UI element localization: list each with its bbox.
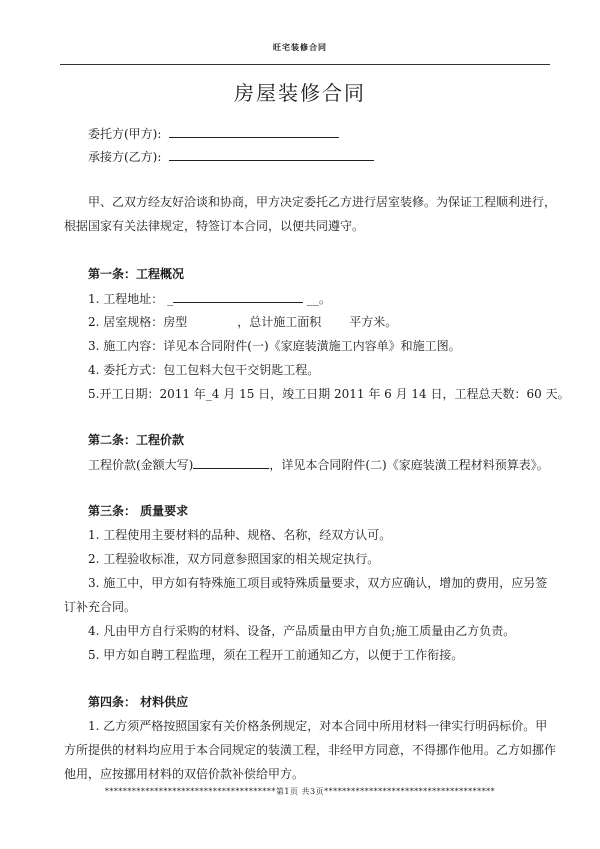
article-2-heading: 第二条：工程价款 <box>88 433 185 447</box>
article-3-item-3-line-1: 3. 施工中，甲方如有特殊施工项目或特殊质量要求，双方应确认，增加的费用，应另签 <box>88 576 548 590</box>
article-3-item-4: 4. 凡由甲方自行采购的材料、设备，产品质量由甲方自负;施工质量由乙方负责。 <box>88 624 516 638</box>
address-blank <box>173 290 303 303</box>
spec-room-type-label: 2. 居室规格：房型 <box>88 315 188 329</box>
contractor-name-blank <box>169 148 374 161</box>
article-4-item-1-line-2: 方所提供的材料均应用于本合同规定的装潢工程，非经甲方同意，不得挪作他用。乙方如挪作 <box>64 743 557 757</box>
document-title: 房屋装修合同 <box>234 81 366 105</box>
article-3-item-1: 1. 工程使用主要材料的品种、规格、名称，经双方认可。 <box>88 528 392 542</box>
article-4-heading: 第四条： 材料供应 <box>88 695 189 709</box>
client-party-line <box>88 125 339 142</box>
page-number: 第1页 共3页 <box>275 787 325 796</box>
client-name-blank <box>169 125 339 138</box>
spec-area-label: ，总计施工面积 <box>237 315 322 329</box>
footer-stars-left: ************************************** <box>104 787 276 796</box>
page-footer <box>0 786 600 797</box>
spec-unit-label: 平方米。 <box>349 315 398 329</box>
article-3-item-2: 2. 工程验收标准，双方同意参照国家的相关规定执行。 <box>88 552 380 566</box>
article-2-price-line <box>88 456 549 473</box>
price-label: 工程价款(金额大写) <box>88 458 194 472</box>
client-label: 委托方(甲方): <box>88 127 162 141</box>
article-1-method-line: 4. 委托方式：包工包料大包干交钥匙工程。 <box>88 363 320 377</box>
article-3-heading: 第三条： 质量要求 <box>88 504 189 518</box>
intro-paragraph-line-1: 甲、乙双方经友好洽谈和协商，甲方决定委托乙方进行居室装修。为保证工程顺利进行， <box>88 195 557 209</box>
intro-paragraph-line-2: 根据国家有关法律规定，特签订本合同，以便共同遵守。 <box>64 219 365 233</box>
price-blank <box>193 456 269 469</box>
article-4-item-1-line-3: 他用，应按挪用材料的双倍价款补偿给甲方。 <box>64 767 305 781</box>
article-1-heading: 第一条：工程概况 <box>88 267 185 281</box>
article-1-content-line: 3. 施工内容：详见本合同附件(一)《家庭装潢施工内容单》和施工图。 <box>88 339 461 353</box>
footer-stars-right: ************************************** <box>324 787 496 796</box>
article-4-item-1-line-1: 1. 乙方须严格按照国家有关价格条例规定，对本合同中所用材料一律实行明码标价。甲 <box>88 719 548 733</box>
article-3-item-3-line-2: 订补充合同。 <box>64 600 137 614</box>
price-suffix: ，详见本合同附件(二)《家庭装潢工程材料预算表》。 <box>269 458 549 472</box>
address-suffix: __。 <box>303 292 331 306</box>
article-1-address-line <box>88 290 331 307</box>
address-label: 1. 工程地址： _ <box>88 292 174 306</box>
article-1-spec-line <box>88 314 397 330</box>
contractor-party-line <box>88 148 374 165</box>
article-3-item-5: 5. 甲方如自聘工程监理，须在工程开工前通知乙方，以便于工作衔接。 <box>88 648 464 662</box>
article-1-schedule-line: 5.开工日期：2011 年_4 月 15 日，竣工日期 2011 年 6 月 14 日，工程总天数：60 天。 <box>88 387 570 401</box>
header-title: 旺宅装修合同 <box>273 42 327 52</box>
header-divider <box>60 64 550 65</box>
contractor-label: 承接方(乙方): <box>88 150 162 164</box>
